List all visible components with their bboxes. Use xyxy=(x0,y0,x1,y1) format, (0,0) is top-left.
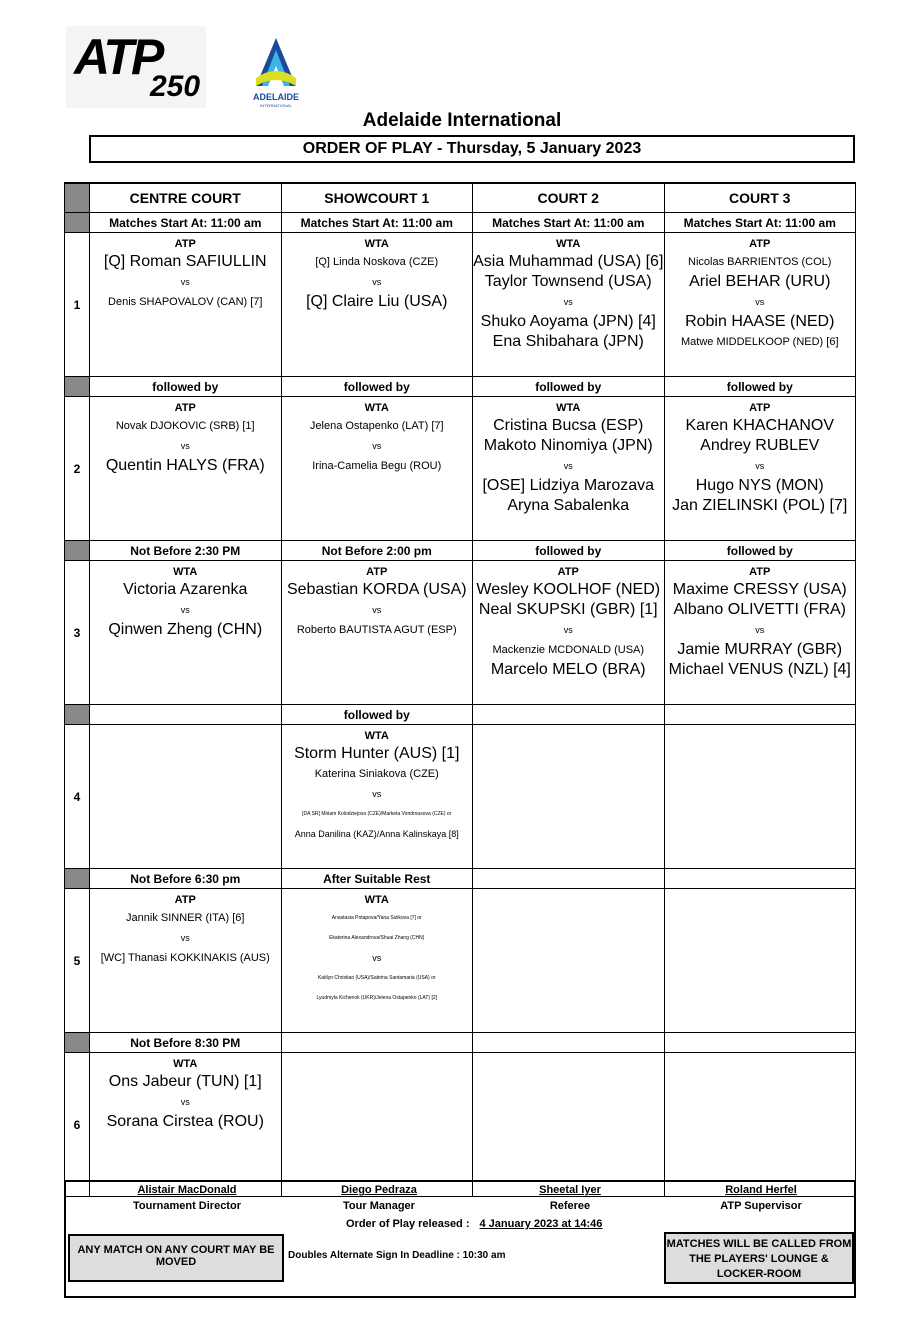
team-2-player: Ena Shibahara (JPN) xyxy=(492,333,644,350)
player-2: [Q] Claire Liu (USA) xyxy=(306,293,448,310)
atp-logo-text: ATP xyxy=(74,29,162,85)
vs-label: vs xyxy=(180,441,190,451)
start-time-label xyxy=(281,1033,473,1053)
vs-label: vs xyxy=(755,625,765,635)
vs-label: vs xyxy=(180,277,190,287)
vs-label: vs xyxy=(372,605,382,615)
team-2-player: Jan ZIELINSKI (POL) [7] xyxy=(672,497,848,514)
start-time-row xyxy=(65,213,856,233)
player-1: [Q] Roman SAFIULLIN xyxy=(103,253,267,270)
official-referee xyxy=(475,1184,665,1212)
team-1-player: Anastasia Potapova/Yana Sizikova [7] or xyxy=(331,915,422,921)
release-label: Order of Play released : xyxy=(346,1218,470,1230)
tour-label: ATP xyxy=(749,238,771,250)
match-cell xyxy=(90,233,282,377)
atp-level-text: 250 xyxy=(150,70,201,103)
match-cell xyxy=(281,1053,473,1197)
official-supervisor xyxy=(666,1184,856,1212)
player-1: Jannik SINNER (ITA) [6] xyxy=(126,912,245,924)
start-time-label: followed by xyxy=(90,377,282,397)
header-corner xyxy=(65,183,90,213)
start-time-label: followed by xyxy=(281,377,473,397)
player-2: Roberto BAUTISTA AGUT (ESP) xyxy=(296,624,457,636)
match-cell xyxy=(473,1053,665,1197)
start-time-row xyxy=(65,541,856,561)
team-2-player: Hugo NYS (MON) xyxy=(695,477,824,494)
player-2: Sorana Cirstea (ROU) xyxy=(106,1113,264,1130)
start-time-label: Not Before 2:00 pm xyxy=(281,541,473,561)
start-time-label: followed by xyxy=(664,541,856,561)
row-marker xyxy=(65,869,90,889)
official-role: ATP Supervisor xyxy=(720,1200,802,1212)
team-2-player: Aryna Sabalenka xyxy=(507,497,630,514)
adelaide-a-icon xyxy=(246,36,306,94)
team-1-player: Ariel BEHAR (URU) xyxy=(689,273,831,290)
tour-label: WTA xyxy=(364,238,389,250)
row-marker xyxy=(65,213,90,233)
vs-label: vs xyxy=(180,605,190,615)
team-2-player: Kaitlyn Christian (USA)/Sabrina Santamaria (USA) or xyxy=(317,975,436,981)
tour-label: WTA xyxy=(364,402,389,414)
start-time-label xyxy=(664,869,856,889)
official-name: Roland Herfel xyxy=(725,1184,797,1196)
start-time-label xyxy=(664,1033,856,1053)
team-1-player: Nicolas BARRIENTOS (COL) xyxy=(688,256,832,268)
vs-label: vs xyxy=(372,441,382,451)
start-time-label: Not Before 8:30 PM xyxy=(90,1033,282,1053)
match-row xyxy=(65,233,856,377)
matches-moved-notice: ANY MATCH ON ANY COURT MAY BE MOVED xyxy=(68,1234,284,1282)
tour-label: ATP xyxy=(174,238,196,250)
row-marker xyxy=(65,705,90,725)
match-cell xyxy=(90,1053,282,1197)
match-cell xyxy=(281,561,473,705)
player-1: [Q] Linda Noskova (CZE) xyxy=(315,256,439,268)
start-time-label: Not Before 6:30 pm xyxy=(90,869,282,889)
match-cell xyxy=(473,233,665,377)
vs-label: vs xyxy=(372,277,382,287)
tour-label: WTA xyxy=(364,894,389,906)
team-1-player: Katerina Siniakova (CZE) xyxy=(314,768,439,780)
tour-label: ATP xyxy=(174,894,196,906)
team-1-player: Neal SKUPSKI (GBR) [1] xyxy=(478,601,658,618)
official-name: Sheetal Iyer xyxy=(539,1184,601,1196)
court-header: CENTRE COURT xyxy=(90,183,282,213)
team-2-player: [OSE] Lidziya Marozava xyxy=(482,477,655,494)
official-role: Referee xyxy=(549,1200,591,1212)
vs-label: vs xyxy=(180,1097,190,1107)
team-2-player: Lyudmyla Kichenok (UKR)/Jelena Ostapenko (LAT) [2] xyxy=(316,995,438,1001)
team-1-player: Cristina Bucsa (ESP) xyxy=(493,417,644,434)
team-1-player: Karen KHACHANOV xyxy=(685,417,834,434)
footer-panel xyxy=(64,1180,856,1298)
player-1: Victoria Azarenka xyxy=(123,581,248,598)
start-time-label: Matches Start At: 11:00 am xyxy=(90,213,282,233)
team-1-player: Ekaterina Alexandrova/Shuai Zhang (CHN) xyxy=(329,935,425,941)
vs-label: vs xyxy=(563,297,573,307)
match-row xyxy=(65,889,856,1033)
player-1: Jelena Ostapenko (LAT) [7] xyxy=(309,420,444,432)
team-2-player: Jamie MURRAY (GBR) xyxy=(677,641,843,658)
team-1-player: Makoto Ninomiya (JPN) xyxy=(483,437,653,454)
start-time-label: After Suitable Rest xyxy=(281,869,473,889)
team-1-player: Taylor Townsend (USA) xyxy=(484,273,652,290)
team-2-player: Shuko Aoyama (JPN) [4] xyxy=(480,313,656,330)
player-2: Denis SHAPOVALOV (CAN) [7] xyxy=(108,296,263,308)
start-time-label: followed by xyxy=(473,541,665,561)
match-number: 4 xyxy=(65,725,90,869)
match-row xyxy=(65,1053,856,1197)
tour-label: ATP xyxy=(749,402,771,414)
row-marker xyxy=(65,1033,90,1053)
tour-label: ATP xyxy=(749,566,771,578)
vs-label: vs xyxy=(180,933,190,943)
start-time-label: followed by xyxy=(664,377,856,397)
match-number: 5 xyxy=(65,889,90,1033)
adelaide-logo xyxy=(246,36,306,108)
start-time-label xyxy=(664,705,856,725)
match-cell xyxy=(281,725,473,869)
start-time-label: followed by xyxy=(281,705,473,725)
match-cell xyxy=(281,397,473,541)
start-time-label xyxy=(473,869,665,889)
official-role: Tour Manager xyxy=(343,1200,415,1212)
court-header: COURT 3 xyxy=(664,183,856,213)
start-time-label xyxy=(473,1033,665,1053)
match-cell xyxy=(664,1053,856,1197)
official-role: Tournament Director xyxy=(133,1200,241,1212)
start-time-row xyxy=(65,869,856,889)
adelaide-logo-text: ADELAIDE xyxy=(252,92,299,102)
match-number: 3 xyxy=(65,561,90,705)
release-value: 4 January 2023 at 14:46 xyxy=(479,1218,603,1230)
tour-label: ATP xyxy=(174,402,196,414)
player-2: Quentin HALYS (FRA) xyxy=(105,457,265,474)
player-1: Ons Jabeur (TUN) [1] xyxy=(108,1073,262,1090)
match-cell xyxy=(664,889,856,1033)
vs-label: vs xyxy=(372,953,382,963)
vs-label: vs xyxy=(372,789,382,799)
match-cell xyxy=(90,725,282,869)
row-marker xyxy=(65,541,90,561)
start-time-label: Matches Start At: 11:00 am xyxy=(281,213,473,233)
start-time-label: Not Before 2:30 PM xyxy=(90,541,282,561)
team-2-player: Michael VENUS (NZL) [4] xyxy=(668,661,851,678)
match-row xyxy=(65,561,856,705)
vs-label: vs xyxy=(563,625,573,635)
match-cell xyxy=(90,889,282,1033)
match-number: 2 xyxy=(65,397,90,541)
match-cell xyxy=(281,889,473,1033)
vs-label: vs xyxy=(755,461,765,471)
official-name: Alistair MacDonald xyxy=(137,1184,237,1196)
start-time-label xyxy=(90,705,282,725)
player-1: Sebastian KORDA (USA) xyxy=(286,581,467,598)
match-cell xyxy=(90,561,282,705)
tour-label: WTA xyxy=(556,402,581,414)
order-of-play-heading: ORDER OF PLAY - Thursday, 5 January 2023 xyxy=(89,135,855,163)
start-time-row xyxy=(65,705,856,725)
match-cell xyxy=(473,397,665,541)
court-header: SHOWCOURT 1 xyxy=(281,183,473,213)
match-cell xyxy=(281,233,473,377)
official-name: Diego Pedraza xyxy=(341,1184,417,1196)
atp-250-logo xyxy=(66,26,206,108)
player-2: Qinwen Zheng (CHN) xyxy=(108,621,263,638)
start-time-label: Matches Start At: 11:00 am xyxy=(664,213,856,233)
tour-label: WTA xyxy=(173,566,198,578)
start-time-row xyxy=(65,1033,856,1053)
team-1-player: Albano OLIVETTI (FRA) xyxy=(673,601,846,618)
player-1: Novak DJOKOVIC (SRB) [1] xyxy=(115,420,255,432)
team-2-player: [DA SR] Miriam Kolodziejova (CZE)/Marketa Vondrousova (CZE) or xyxy=(302,811,452,817)
match-row xyxy=(65,725,856,869)
court-header-row xyxy=(65,183,856,213)
matches-called-notice: MATCHES WILL BE CALLED FROM THE PLAYERS' LOUNGE & LOCKER-ROOM xyxy=(664,1232,854,1284)
player-2: Irina-Camelia Begu (ROU) xyxy=(312,460,442,472)
row-marker xyxy=(65,377,90,397)
team-1-player: Storm Hunter (AUS) [1] xyxy=(294,745,460,762)
team-2-player: Mackenzie MCDONALD (USA) xyxy=(492,644,645,656)
team-1-player: Wesley KOOLHOF (NED) xyxy=(476,581,661,598)
team-1-player: Asia Muhammad (USA) [6] xyxy=(473,253,664,270)
match-cell xyxy=(664,561,856,705)
match-cell xyxy=(664,233,856,377)
team-2-player: Matwe MIDDELKOOP (NED) [6] xyxy=(681,336,839,348)
match-cell xyxy=(664,397,856,541)
team-1-player: Maxime CRESSY (USA) xyxy=(672,581,847,598)
tournament-title: Adelaide International xyxy=(362,110,562,131)
match-number: 6 xyxy=(65,1053,90,1197)
match-cell xyxy=(473,889,665,1033)
adelaide-logo-subtext: INTERNATIONAL xyxy=(260,103,292,108)
release-info xyxy=(346,1218,602,1230)
doubles-deadline: Doubles Alternate Sign In Deadline : 10:30 am xyxy=(288,1250,506,1261)
match-cell xyxy=(473,561,665,705)
tour-label: WTA xyxy=(364,730,389,742)
start-time-label xyxy=(473,705,665,725)
match-cell xyxy=(90,397,282,541)
schedule-grid xyxy=(64,182,856,1197)
match-cell xyxy=(664,725,856,869)
team-2-player: Marcelo MELO (BRA) xyxy=(490,661,646,678)
tour-label: ATP xyxy=(366,566,388,578)
tour-label: WTA xyxy=(173,1058,198,1070)
team-2-player: Robin HAASE (NED) xyxy=(685,313,835,330)
court-header: COURT 2 xyxy=(473,183,665,213)
start-time-label: followed by xyxy=(473,377,665,397)
tour-label: WTA xyxy=(556,238,581,250)
team-1-player: Andrey RUBLEV xyxy=(700,437,820,454)
start-time-row xyxy=(65,377,856,397)
match-row xyxy=(65,397,856,541)
player-2: [WC] Thanasi KOKKINAKIS (AUS) xyxy=(100,952,270,964)
official-tour-manager xyxy=(284,1184,474,1212)
vs-label: vs xyxy=(563,461,573,471)
start-time-label: Matches Start At: 11:00 am xyxy=(473,213,665,233)
official-director xyxy=(92,1184,282,1212)
match-number: 1 xyxy=(65,233,90,377)
tour-label: ATP xyxy=(557,566,579,578)
vs-label: vs xyxy=(755,297,765,307)
team-2-player: Anna Danilina (KAZ)/Anna Kalinskaya [8] xyxy=(294,829,459,839)
match-cell xyxy=(473,725,665,869)
